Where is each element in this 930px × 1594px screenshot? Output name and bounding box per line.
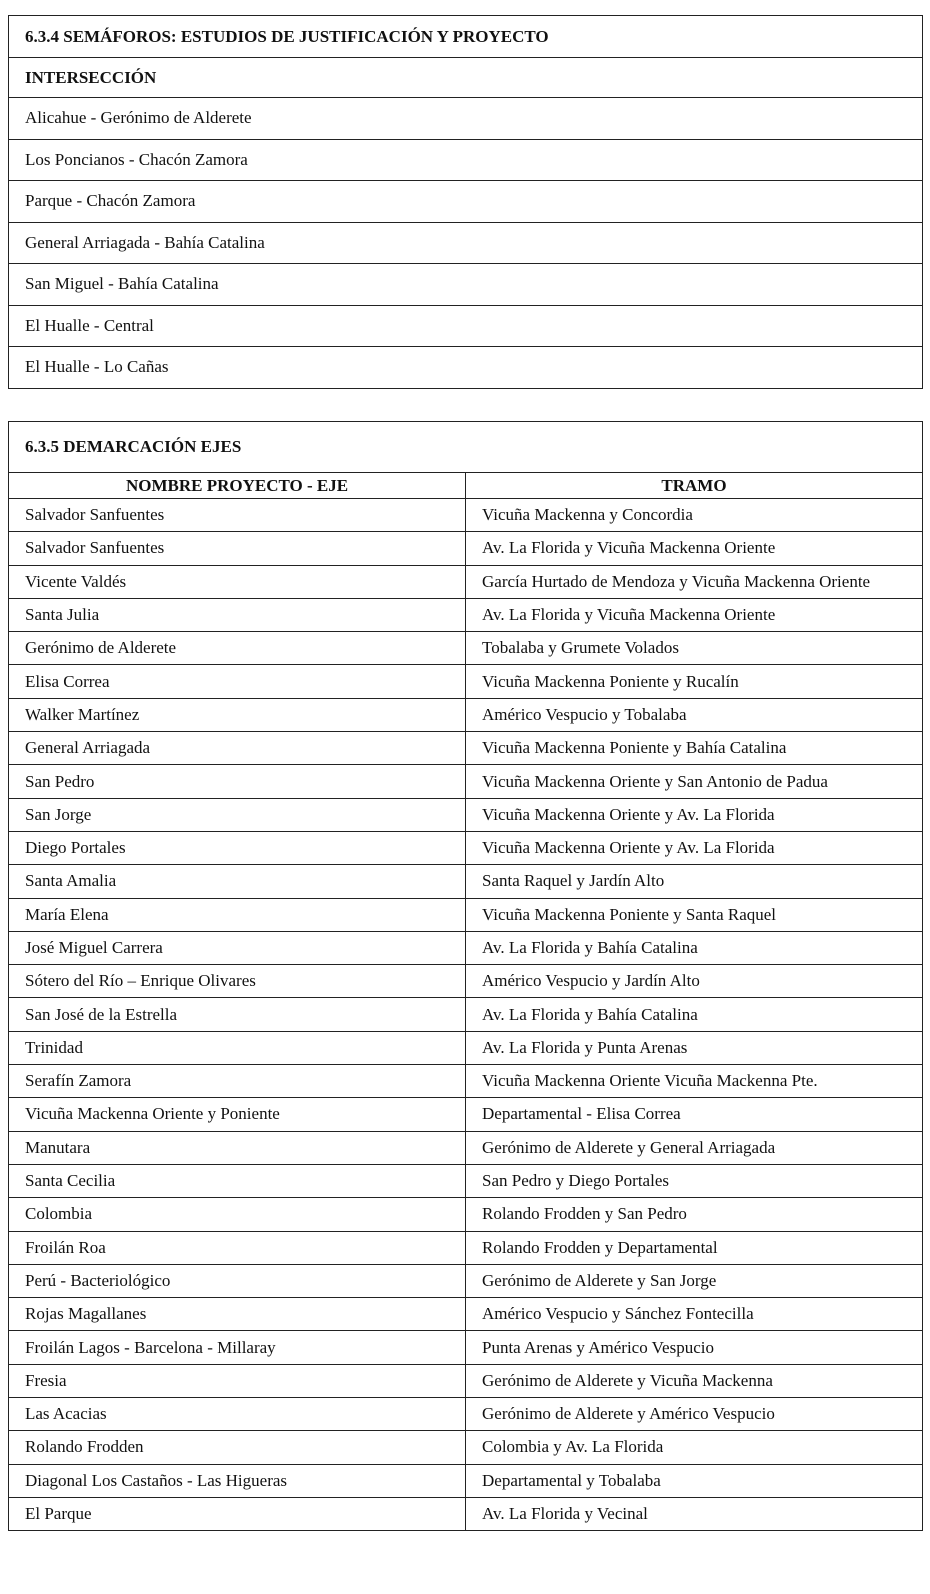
tramo-cell: Santa Raquel y Jardín Alto bbox=[466, 865, 923, 898]
table-row bbox=[9, 765, 923, 798]
nombre-cell: Salvador Sanfuentes bbox=[9, 532, 466, 565]
nombre-cell: Salvador Sanfuentes bbox=[9, 499, 466, 532]
tramo-cell: Américo Vespucio y Sánchez Fontecilla bbox=[466, 1298, 923, 1331]
nombre-cell: Froilán Lagos - Barcelona - Millaray bbox=[9, 1331, 466, 1364]
nombre-cell: Serafín Zamora bbox=[9, 1065, 466, 1098]
tramo-cell: Vicuña Mackenna Oriente y San Antonio de Padua bbox=[466, 765, 923, 798]
nombre-cell: Fresia bbox=[9, 1364, 466, 1397]
nombre-cell: María Elena bbox=[9, 898, 466, 931]
nombre-cell: Elisa Correa bbox=[9, 665, 466, 698]
tramo-cell: San Pedro y Diego Portales bbox=[466, 1164, 923, 1197]
table-row bbox=[9, 1264, 923, 1297]
tramo-cell: Américo Vespucio y Tobalaba bbox=[466, 698, 923, 731]
table-row bbox=[9, 831, 923, 864]
tramo-cell: Américo Vespucio y Jardín Alto bbox=[466, 965, 923, 998]
nombre-cell: Colombia bbox=[9, 1198, 466, 1231]
intersection-cell: Alicahue - Gerónimo de Alderete bbox=[9, 98, 923, 140]
tramo-cell: Tobalaba y Grumete Volados bbox=[466, 632, 923, 665]
tramo-cell: Vicuña Mackenna y Concordia bbox=[466, 499, 923, 532]
table-row bbox=[9, 1364, 923, 1397]
table-row bbox=[9, 665, 923, 698]
table-row bbox=[9, 181, 923, 223]
column-header-tramo: TRAMO bbox=[466, 473, 923, 499]
tramo-cell: Vicuña Mackenna Oriente Vicuña Mackenna Pte. bbox=[466, 1065, 923, 1098]
tramo-cell: Vicuña Mackenna Poniente y Santa Raquel bbox=[466, 898, 923, 931]
tramo-cell: Av. La Florida y Bahía Catalina bbox=[466, 931, 923, 964]
table-row bbox=[9, 798, 923, 831]
tramo-cell: Colombia y Av. La Florida bbox=[466, 1431, 923, 1464]
intersection-cell: Los Poncianos - Chacón Zamora bbox=[9, 139, 923, 181]
tramo-cell: Vicuña Mackenna Oriente y Av. La Florida bbox=[466, 831, 923, 864]
table-row bbox=[9, 632, 923, 665]
tramo-cell: Vicuña Mackenna Oriente y Av. La Florida bbox=[466, 798, 923, 831]
semaforos-table bbox=[8, 15, 923, 389]
tramo-cell: Av. La Florida y Punta Arenas bbox=[466, 1031, 923, 1064]
nombre-cell: Diego Portales bbox=[9, 831, 466, 864]
table-row bbox=[9, 1198, 923, 1231]
demarcacion-table bbox=[8, 421, 923, 1531]
tramo-cell: Departamental - Elisa Correa bbox=[466, 1098, 923, 1131]
tramo-cell: Rolando Frodden y San Pedro bbox=[466, 1198, 923, 1231]
nombre-cell: Rojas Magallanes bbox=[9, 1298, 466, 1331]
table-row bbox=[9, 1398, 923, 1431]
nombre-cell: Santa Amalia bbox=[9, 865, 466, 898]
table-row bbox=[9, 898, 923, 931]
tramo-cell: Av. La Florida y Vicuña Mackenna Oriente bbox=[466, 532, 923, 565]
nombre-cell: El Parque bbox=[9, 1497, 466, 1530]
intersection-cell: El Hualle - Central bbox=[9, 305, 923, 347]
column-header: INTERSECCIÓN bbox=[9, 58, 923, 98]
table-row bbox=[9, 222, 923, 264]
table-row bbox=[9, 1231, 923, 1264]
table-row bbox=[9, 264, 923, 306]
section-title: 6.3.4 SEMÁFOROS: ESTUDIOS DE JUSTIFICACIÓN Y PROYECTO bbox=[9, 16, 923, 58]
table-row bbox=[9, 931, 923, 964]
intersection-cell: San Miguel - Bahía Catalina bbox=[9, 264, 923, 306]
table-row bbox=[9, 598, 923, 631]
table-row bbox=[9, 305, 923, 347]
nombre-cell: Diagonal Los Castaños - Las Higueras bbox=[9, 1464, 466, 1497]
table-row bbox=[9, 1131, 923, 1164]
table-row bbox=[9, 698, 923, 731]
table-row bbox=[9, 1298, 923, 1331]
nombre-cell: Manutara bbox=[9, 1131, 466, 1164]
table-row bbox=[9, 865, 923, 898]
table-row bbox=[9, 139, 923, 181]
tramo-cell: Rolando Frodden y Departamental bbox=[466, 1231, 923, 1264]
tramo-cell: Vicuña Mackenna Poniente y Rucalín bbox=[466, 665, 923, 698]
table-row bbox=[9, 1331, 923, 1364]
table-row bbox=[9, 1431, 923, 1464]
nombre-cell: Walker Martínez bbox=[9, 698, 466, 731]
nombre-cell: Gerónimo de Alderete bbox=[9, 632, 466, 665]
tramo-cell: Av. La Florida y Vicuña Mackenna Oriente bbox=[466, 598, 923, 631]
tramo-cell: Punta Arenas y Américo Vespucio bbox=[466, 1331, 923, 1364]
column-header-nombre: NOMBRE PROYECTO - EJE bbox=[9, 473, 466, 499]
nombre-cell: San Jorge bbox=[9, 798, 466, 831]
table-row bbox=[9, 98, 923, 140]
nombre-cell: Trinidad bbox=[9, 1031, 466, 1064]
nombre-cell: Santa Cecilia bbox=[9, 1164, 466, 1197]
intersection-cell: Parque - Chacón Zamora bbox=[9, 181, 923, 223]
table-row bbox=[9, 1497, 923, 1530]
nombre-cell: Rolando Frodden bbox=[9, 1431, 466, 1464]
table-row bbox=[9, 565, 923, 598]
tramo-cell: Av. La Florida y Vecinal bbox=[466, 1497, 923, 1530]
tramo-cell: Vicuña Mackenna Poniente y Bahía Catalina bbox=[466, 732, 923, 765]
table-row bbox=[9, 532, 923, 565]
table-body bbox=[9, 499, 923, 1531]
nombre-cell: Sótero del Río – Enrique Olivares bbox=[9, 965, 466, 998]
intersection-cell: El Hualle - Lo Cañas bbox=[9, 347, 923, 389]
tramo-cell: Av. La Florida y Bahía Catalina bbox=[466, 998, 923, 1031]
table-row bbox=[9, 1031, 923, 1064]
table-row bbox=[9, 965, 923, 998]
nombre-cell: Vicuña Mackenna Oriente y Poniente bbox=[9, 1098, 466, 1131]
nombre-cell: Froilán Roa bbox=[9, 1231, 466, 1264]
tramo-cell: Gerónimo de Alderete y Vicuña Mackenna bbox=[466, 1364, 923, 1397]
table-row bbox=[9, 1464, 923, 1497]
tramo-cell: Gerónimo de Alderete y San Jorge bbox=[466, 1264, 923, 1297]
nombre-cell: Santa Julia bbox=[9, 598, 466, 631]
nombre-cell: San José de la Estrella bbox=[9, 998, 466, 1031]
tramo-cell: Gerónimo de Alderete y General Arriagada bbox=[466, 1131, 923, 1164]
nombre-cell: General Arriagada bbox=[9, 732, 466, 765]
nombre-cell: José Miguel Carrera bbox=[9, 931, 466, 964]
intersection-cell: General Arriagada - Bahía Catalina bbox=[9, 222, 923, 264]
table-row bbox=[9, 1098, 923, 1131]
nombre-cell: Vicente Valdés bbox=[9, 565, 466, 598]
table-row bbox=[9, 499, 923, 532]
nombre-cell: Las Acacias bbox=[9, 1398, 466, 1431]
tramo-cell: Gerónimo de Alderete y Américo Vespucio bbox=[466, 1398, 923, 1431]
tramo-cell: Departamental y Tobalaba bbox=[466, 1464, 923, 1497]
table-row bbox=[9, 998, 923, 1031]
table-row bbox=[9, 732, 923, 765]
table-row bbox=[9, 1065, 923, 1098]
nombre-cell: San Pedro bbox=[9, 765, 466, 798]
nombre-cell: Perú - Bacteriológico bbox=[9, 1264, 466, 1297]
table-row bbox=[9, 1164, 923, 1197]
section-title: 6.3.5 DEMARCACIÓN EJES bbox=[9, 422, 923, 473]
tramo-cell: García Hurtado de Mendoza y Vicuña Mackenna Oriente bbox=[466, 565, 923, 598]
table-row bbox=[9, 347, 923, 389]
